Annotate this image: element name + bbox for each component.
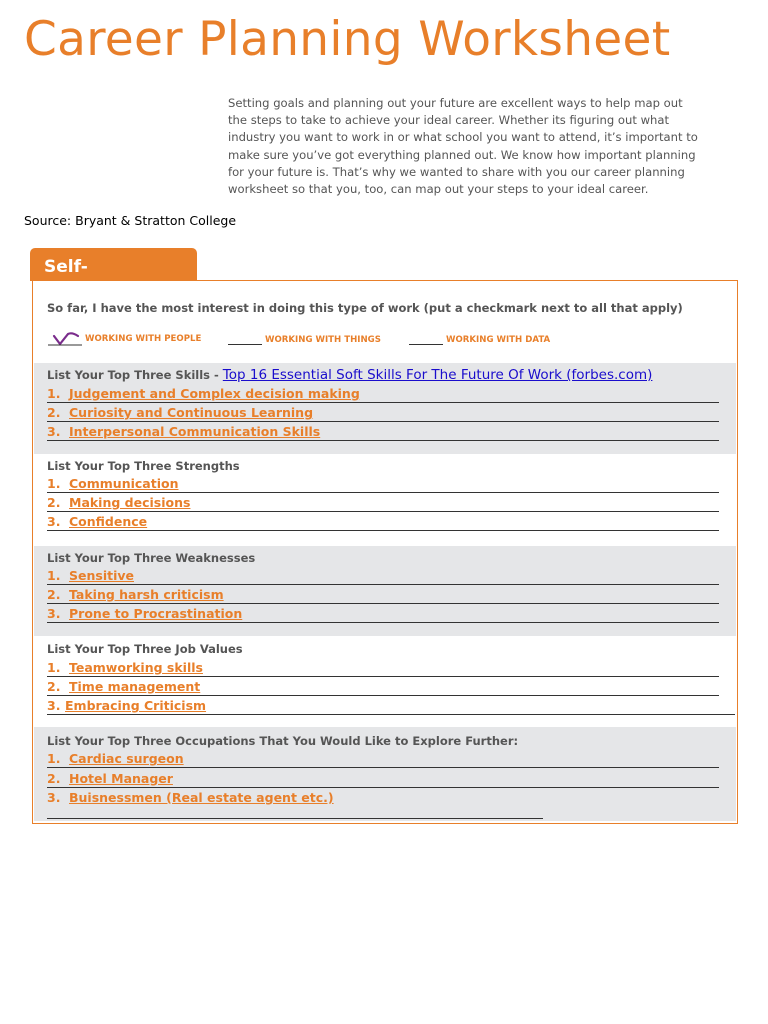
skill-item-2[interactable] [47,405,719,422]
item-number: 1. [47,751,61,766]
interest-things-label: WORKING WITH THINGS [265,335,381,345]
weakness-item-3[interactable] [47,606,719,623]
item-number: 3. [47,698,61,713]
item-number: 2. [47,679,61,694]
item-number: 2. [47,587,61,602]
checkbox-blank[interactable] [228,334,262,345]
item-number: 3. [47,514,61,529]
item-value: Making decisions [69,495,191,510]
checkbox-blank[interactable] [409,334,443,345]
item-value: Teamworking skills [69,660,203,675]
skills-heading-text: List Your Top Three Skills - [47,368,223,382]
item-number: 1. [47,386,61,401]
blank-answer-line[interactable] [47,818,543,819]
item-value: Hotel Manager [69,771,173,786]
job-value-item-3[interactable] [47,698,735,715]
weaknesses-heading: List Your Top Three Weaknesses [47,551,256,565]
item-number: 1. [47,476,61,491]
interest-people-label: WORKING WITH PEOPLE [85,334,202,344]
item-number: 2. [47,405,61,420]
strengths-heading: List Your Top Three Strengths [47,459,240,473]
forbes-link[interactable]: Top 16 Essential Soft Skills For The Future Of Work (forbes.com) [222,367,653,383]
weakness-item-1[interactable] [47,568,719,585]
item-value: Confidence [69,514,148,529]
item-number: 1. [47,568,61,583]
item-value: Embracing Criticism [65,698,207,713]
strength-item-1[interactable] [47,476,719,493]
item-value: Buisnessmen (Real estate agent etc.) [69,790,334,805]
item-number: 2. [47,495,61,510]
strength-item-3[interactable] [47,514,719,531]
weakness-item-2[interactable] [47,587,719,604]
checkmark-icon [48,328,84,350]
occupation-item-3[interactable] [47,790,719,806]
page-title: Career Planning Worksheet [24,12,671,67]
item-value: Sensitive [69,568,134,583]
item-number: 1. [47,660,61,675]
occupation-item-2[interactable] [47,771,719,788]
item-number: 2. [47,771,61,786]
interest-question: So far, I have the most interest in doing this type of work (put a checkmark next to all that apply) [47,301,683,315]
strength-item-2[interactable] [47,495,719,512]
skill-item-1[interactable] [47,386,719,403]
tab-label: Self- Exploration [44,257,154,299]
item-number: 3. [47,424,61,439]
item-value: Taking harsh criticism [69,587,224,602]
interest-people[interactable] [85,334,201,344]
skills-heading [47,367,652,383]
item-value: Curiosity and Continuous Learning [69,405,314,420]
interest-data-label: WORKING WITH DATA [446,335,551,345]
item-value: Prone to Procrastination [69,606,243,621]
source-credit: Source: Bryant & Stratton College [24,213,237,228]
item-value: Communication [69,476,179,491]
item-value: Interpersonal Communication Skills [69,424,321,439]
item-number: 3. [47,790,61,805]
job-value-item-2[interactable] [47,679,719,696]
item-value: Judgement and Complex decision making [69,386,360,401]
item-number: 3. [47,606,61,621]
self-exploration-tab [30,248,197,299]
occupation-item-1[interactable] [47,751,719,768]
interest-things[interactable] [228,334,381,345]
occupations-heading: List Your Top Three Occupations That You Would Like to Explore Further: [47,734,519,748]
item-value: Cardiac surgeon [69,751,184,766]
item-value: Time management [69,679,201,694]
intro-paragraph: Setting goals and planning out your future are excellent ways to help map out the steps to take to achieve your ideal career. Whether its figuring out what industry you want to work in or what school you want to attend, it’s important to make sure you’ve got everything planned out. We know how important planning for your future is. That’s why we wanted to share with you our career planning worksheet so that you, too, can map out your steps to your ideal career. [228,96,698,197]
job-values-heading: List Your Top Three Job Values [47,642,243,656]
job-value-item-1[interactable] [47,660,719,677]
interest-data[interactable] [409,334,550,345]
skill-item-3[interactable] [47,424,719,441]
